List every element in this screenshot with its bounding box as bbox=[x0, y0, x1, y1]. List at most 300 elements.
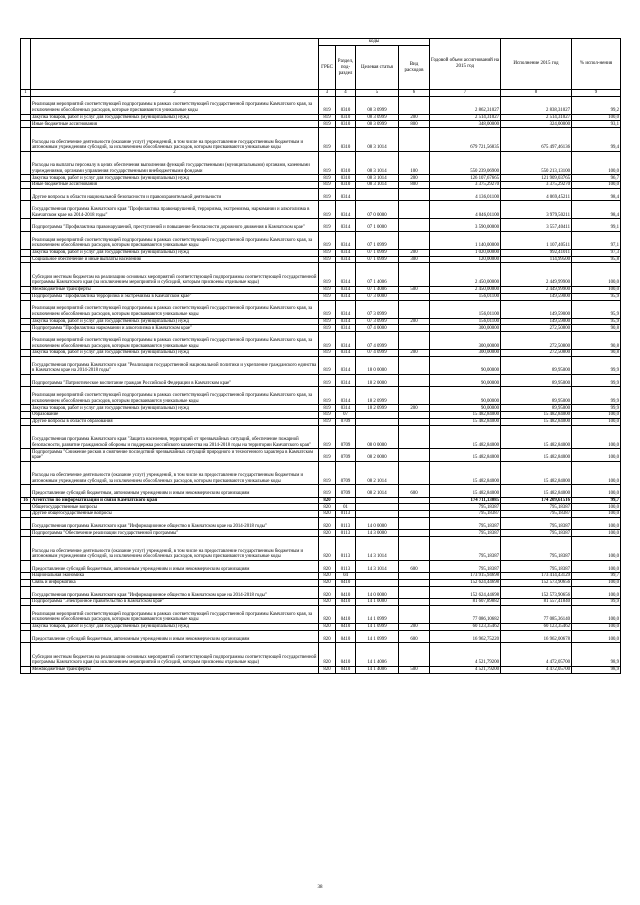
row-target-article: 14 1 4006 bbox=[356, 643, 399, 667]
row-number bbox=[21, 624, 31, 631]
row-number bbox=[21, 599, 31, 606]
row-number bbox=[21, 586, 31, 598]
row-name: Межбюджетные трансферты bbox=[31, 666, 319, 673]
row-grbs: 819 bbox=[319, 425, 336, 449]
row-razdel: 0314 bbox=[336, 293, 356, 300]
row-plan: 15 482,84000 bbox=[430, 418, 501, 425]
row-fact: 15 482,84000 bbox=[501, 461, 572, 485]
row-razdel: 0113 bbox=[336, 530, 356, 537]
table-row bbox=[21, 96, 621, 114]
row-razdel: 0314 bbox=[336, 263, 356, 287]
row-percent: 100,0 bbox=[572, 624, 621, 631]
row-expense-type bbox=[399, 374, 430, 386]
row-plan: 300,00000 bbox=[430, 350, 501, 357]
row-target-article bbox=[356, 580, 399, 587]
row-number bbox=[21, 325, 31, 332]
row-expense-type bbox=[399, 418, 430, 425]
row-number bbox=[21, 128, 31, 152]
row-percent: 95,9 bbox=[572, 293, 621, 300]
table-row bbox=[21, 249, 621, 256]
table-row bbox=[21, 560, 621, 572]
row-fact: 89,95000 bbox=[501, 374, 572, 386]
row-name: Закупка товаров, работ и услуг для государственных (муниципальных) нужд bbox=[31, 350, 319, 357]
table-row bbox=[21, 151, 621, 175]
table-row bbox=[21, 175, 621, 182]
row-plan: 4 521,79200 bbox=[430, 643, 501, 667]
row-plan: 90,00000 bbox=[430, 356, 501, 374]
row-plan: 2 450,00000 bbox=[430, 263, 501, 287]
row-fact: 795,18387 bbox=[501, 504, 572, 511]
row-target-article: 07 1 0000 bbox=[356, 219, 399, 231]
row-plan: 120,00000 bbox=[430, 256, 501, 263]
row-number bbox=[21, 387, 31, 405]
row-name: Подпрограмма "Профилактика правонарушений, преступлений и повышение безопасности дорожного движения в Камчатском крае" bbox=[31, 219, 319, 231]
table-row bbox=[21, 219, 621, 231]
row-fact: 77 085,36140 bbox=[501, 606, 572, 624]
row-razdel: 0314 bbox=[336, 350, 356, 357]
row-name: Реализация мероприятий соответствующей подпрограммы в рамках соответствующей государственной программы Камчатского края, за исключением обособленных расходов, которым присваиваются уникальные коды bbox=[31, 387, 319, 405]
row-fact: 550 213,13100 bbox=[501, 151, 572, 175]
row-target-article bbox=[356, 412, 399, 419]
row-fact: 174 209,61516 bbox=[501, 497, 572, 504]
row-razdel: 0310 bbox=[336, 96, 356, 114]
row-name: Другие общегосударственные вопросы bbox=[31, 511, 319, 518]
row-grbs: 819 bbox=[319, 350, 336, 357]
header-percent: % испол-нения bbox=[572, 39, 621, 90]
row-razdel: 0410 bbox=[336, 606, 356, 624]
table-row bbox=[21, 518, 621, 530]
row-number bbox=[21, 256, 31, 263]
column-number: 7 bbox=[430, 90, 501, 97]
row-name: Государственная программа Камчатского края "Защита населения, территорий от чрезвычайных ситуаций, обеспечение пожарной безопасности, развитие гражданской обороны и поддержка российского казачества на 2014-2018 годы на территории Камчатского края" bbox=[31, 425, 319, 449]
row-target-article: 14 3 1014 bbox=[356, 560, 399, 572]
row-percent: 99,2 bbox=[572, 96, 621, 114]
row-expense-type bbox=[399, 530, 430, 537]
row-percent: 100,0 bbox=[572, 586, 621, 598]
header-plan: Годовой объем ассигнований на 2015 год bbox=[430, 39, 501, 90]
row-target-article: 07 3 0999 bbox=[356, 318, 399, 325]
row-grbs: 819 bbox=[319, 263, 336, 287]
row-target-article: 07 1 0999 bbox=[356, 231, 399, 249]
table-row bbox=[21, 573, 621, 580]
header-fact: Исполнение 2015 год bbox=[501, 39, 572, 90]
row-fact: 272,50800 bbox=[501, 350, 572, 357]
row-razdel: 0709 bbox=[336, 485, 356, 497]
row-target-article: 08 2 0000 bbox=[356, 449, 399, 461]
row-target-article bbox=[356, 418, 399, 425]
row-name: Закупка товаров, работ и услуг для государственных (муниципальных) нужд bbox=[31, 318, 319, 325]
row-expense-type bbox=[399, 356, 430, 374]
row-number bbox=[21, 293, 31, 300]
row-name: Подпрограмма "Снижение рисков и смягчение последствий чрезвычайных ситуаций природного и техногенного характера в Камчатском крае" bbox=[31, 449, 319, 461]
row-plan: 348,00000 bbox=[430, 121, 501, 128]
row-name: Национальная экономика bbox=[31, 573, 319, 580]
row-grbs: 820 bbox=[319, 630, 336, 642]
row-fact: 795,18387 bbox=[501, 537, 572, 561]
row-percent: 100,0 bbox=[572, 151, 621, 175]
row-number bbox=[21, 449, 31, 461]
row-target-article: 08 3 1014 bbox=[356, 128, 399, 152]
row-razdel: 0310 bbox=[336, 182, 356, 189]
row-razdel: 0314 bbox=[336, 219, 356, 231]
row-fact: 149,59000 bbox=[501, 293, 572, 300]
row-plan: 4 046,01100 bbox=[430, 201, 501, 219]
row-number bbox=[21, 332, 31, 350]
table-row bbox=[21, 121, 621, 128]
row-fact: 114,99500 bbox=[501, 256, 572, 263]
row-fact: 60 123,35462 bbox=[501, 624, 572, 631]
row-name: Закупка товаров, работ и услуг для государственных (муниципальных) нужд bbox=[31, 405, 319, 412]
row-razdel: 0113 bbox=[336, 537, 356, 561]
header-row-1 bbox=[21, 39, 621, 46]
row-number bbox=[21, 121, 31, 128]
row-number bbox=[21, 231, 31, 249]
row-number bbox=[21, 151, 31, 175]
row-grbs: 819 bbox=[319, 182, 336, 189]
row-number bbox=[21, 537, 31, 561]
row-plan: 2 862,31027 bbox=[430, 96, 501, 114]
row-name: Иные бюджетные ассигнования bbox=[31, 121, 319, 128]
row-percent: 100,0 bbox=[572, 606, 621, 624]
row-expense-type bbox=[399, 412, 430, 419]
row-name: Предоставление субсидий бюджетным, автономным учреждениям и иным некоммерческим организациям bbox=[31, 560, 319, 572]
table-row bbox=[21, 586, 621, 598]
row-name: Общегосударственные вопросы bbox=[31, 504, 319, 511]
header-razdel: Раздел, под-раздел bbox=[336, 46, 356, 90]
row-fact: 795,18387 bbox=[501, 518, 572, 530]
row-name: Реализация мероприятий соответствующей подпрограммы в рамках соответствующей государственной программы Камчатского края, за исключением обособленных расходов, которые присваиваются уникальные коды bbox=[31, 96, 319, 114]
row-grbs: 819 bbox=[319, 449, 336, 461]
row-name: Межбюджетные трансферты bbox=[31, 286, 319, 293]
row-razdel: 0314 bbox=[336, 300, 356, 318]
row-target-article: 14 3 1014 bbox=[356, 537, 399, 561]
row-razdel: 0113 bbox=[336, 511, 356, 518]
row-number bbox=[21, 530, 31, 537]
row-expense-type: 800 bbox=[399, 121, 430, 128]
row-percent: 100,0 bbox=[572, 461, 621, 485]
table-row bbox=[21, 643, 621, 667]
row-grbs: 819 bbox=[319, 151, 336, 175]
row-name: Предоставление субсидий бюджетным, автономным учреждениям и иным некоммерческим организациям bbox=[31, 630, 319, 642]
row-razdel: 01 bbox=[336, 504, 356, 511]
row-razdel: 0410 bbox=[336, 666, 356, 673]
row-plan: 90,00000 bbox=[430, 387, 501, 405]
row-plan: 300,00000 bbox=[430, 332, 501, 350]
row-percent: 95,9 bbox=[572, 300, 621, 318]
row-razdel: 0314 bbox=[336, 374, 356, 386]
row-expense-type: 200 bbox=[399, 249, 430, 256]
row-number bbox=[21, 573, 31, 580]
row-grbs: 819 bbox=[319, 128, 336, 152]
row-name: Расходы на обеспечение деятельности (оказание услуг) учреждений, в том числе на предоставление государственным бюджетным и автономным учреждениям субсидий, за исключением обособленных расходов, которым присваиваются уникальные коды bbox=[31, 537, 319, 561]
row-target-article: 08 2 1014 bbox=[356, 461, 399, 485]
row-target-article: 08 3 1014 bbox=[356, 182, 399, 189]
row-grbs: 819 bbox=[319, 201, 336, 219]
table-row bbox=[21, 286, 621, 293]
row-expense-type bbox=[399, 96, 430, 114]
row-expense-type: 300 bbox=[399, 256, 430, 263]
column-number: 2 bbox=[31, 90, 319, 97]
row-percent: 100,0 bbox=[572, 412, 621, 419]
row-number bbox=[21, 188, 31, 200]
column-number: 8 bbox=[501, 90, 572, 97]
table-body bbox=[21, 96, 621, 673]
row-fact: 4 472,05700 bbox=[501, 666, 572, 673]
row-target-article: 14 0 0000 bbox=[356, 518, 399, 530]
row-plan: 81 607,89882 bbox=[430, 599, 501, 606]
row-target-article: 07 3 0999 bbox=[356, 300, 399, 318]
row-name: Другие вопросы в области национальной безопасности и правоохранительной деятельности bbox=[31, 188, 319, 200]
row-grbs: 819 bbox=[319, 387, 336, 405]
column-number: 6 bbox=[399, 90, 430, 97]
row-target-article: 07 1 4006 bbox=[356, 263, 399, 287]
row-plan: 156,01100 bbox=[430, 300, 501, 318]
row-number bbox=[21, 201, 31, 219]
row-razdel: 04 bbox=[336, 573, 356, 580]
row-expense-type: 200 bbox=[399, 350, 430, 357]
row-number bbox=[21, 666, 31, 673]
row-fact: 4 069,45211 bbox=[501, 188, 572, 200]
row-fact: 992,41011 bbox=[501, 249, 572, 256]
row-fact: 152 573,90656 bbox=[501, 580, 572, 587]
row-fact: 3 375,29270 bbox=[501, 182, 572, 189]
row-plan: 126 107,67665 bbox=[430, 175, 501, 182]
row-grbs: 820 bbox=[319, 504, 336, 511]
row-expense-type bbox=[399, 188, 430, 200]
row-razdel: 0314 bbox=[336, 318, 356, 325]
table-row bbox=[21, 263, 621, 287]
row-razdel: 0314 bbox=[336, 387, 356, 405]
row-plan: 152 624,44698 bbox=[430, 586, 501, 598]
row-fact: 149,59000 bbox=[501, 318, 572, 325]
row-percent: 100,0 bbox=[572, 182, 621, 189]
row-razdel: 0113 bbox=[336, 518, 356, 530]
row-plan: 679 721,56835 bbox=[430, 128, 501, 152]
row-expense-type: 200 bbox=[399, 175, 430, 182]
row-grbs: 819 bbox=[319, 405, 336, 412]
row-expense-type bbox=[399, 425, 430, 449]
row-number bbox=[21, 350, 31, 357]
row-expense-type bbox=[399, 263, 430, 287]
row-target-article bbox=[356, 504, 399, 511]
row-plan: 300,00000 bbox=[430, 325, 501, 332]
row-name: Другие вопросы в области образования bbox=[31, 418, 319, 425]
row-grbs: 820 bbox=[319, 624, 336, 631]
row-fact: 2 449,99900 bbox=[501, 263, 572, 287]
row-percent: 99,9 bbox=[572, 599, 621, 606]
row-expense-type bbox=[399, 504, 430, 511]
row-razdel: 0310 bbox=[336, 114, 356, 121]
row-plan: 2 514,31027 bbox=[430, 114, 501, 121]
row-target-article: 08 3 0999 bbox=[356, 114, 399, 121]
row-grbs: 820 bbox=[319, 606, 336, 624]
row-expense-type bbox=[399, 537, 430, 561]
row-expense-type: 800 bbox=[399, 182, 430, 189]
row-razdel: 0709 bbox=[336, 461, 356, 485]
row-razdel: 0709 bbox=[336, 418, 356, 425]
row-expense-type: 200 bbox=[399, 114, 430, 121]
row-target-article: 14 1 0999 bbox=[356, 606, 399, 624]
row-percent: 95,9 bbox=[572, 318, 621, 325]
row-razdel: 0310 bbox=[336, 151, 356, 175]
table-row bbox=[21, 256, 621, 263]
row-name: Подпрограмма "Профилактика наркомании и алкоголизма в Камчатском крае" bbox=[31, 325, 319, 332]
row-grbs: 819 bbox=[319, 412, 336, 419]
row-name: Реализация мероприятий соответствующей подпрограммы в рамках соответствующей государственной программы Камчатского края, за исключением обособленных расходов, которым присваиваются уникальные коды bbox=[31, 606, 319, 624]
row-fact: 15 482,84000 bbox=[501, 449, 572, 461]
budget-execution-table bbox=[20, 38, 621, 674]
column-number: 1 bbox=[21, 90, 31, 97]
table-row bbox=[21, 504, 621, 511]
row-target-article: 08 0 0000 bbox=[356, 425, 399, 449]
row-fact: 2 514,31027 bbox=[501, 114, 572, 121]
row-number bbox=[21, 318, 31, 325]
row-number bbox=[21, 560, 31, 572]
table-row bbox=[21, 332, 621, 350]
row-razdel: 0314 bbox=[336, 405, 356, 412]
row-percent: 100,0 bbox=[572, 518, 621, 530]
row-percent: 99,1 bbox=[572, 219, 621, 231]
row-name: Расходы на обеспечение деятельности (оказание услуг) учреждений, в том числе на предоставление государственным бюджетным и автономным учреждениям субсидий, за исключением обособленных расходов, которым присваиваются уникальные коды bbox=[31, 461, 319, 485]
row-expense-type bbox=[399, 518, 430, 530]
row-razdel: 0410 bbox=[336, 586, 356, 598]
row-fact: 324,00000 bbox=[501, 121, 572, 128]
row-razdel: 0410 bbox=[336, 599, 356, 606]
row-expense-type bbox=[399, 449, 430, 461]
row-grbs: 819 bbox=[319, 300, 336, 318]
row-grbs: 820 bbox=[319, 537, 336, 561]
row-percent: 100,0 bbox=[572, 537, 621, 561]
row-plan: 60 123,35462 bbox=[430, 624, 501, 631]
row-grbs: 820 bbox=[319, 666, 336, 673]
row-name: Реализация мероприятий соответствующей подпрограммы в рамках соответствующей государственной программы Камчатского края, за исключением обособленных расходов, которым присваиваются уникальные коды bbox=[31, 231, 319, 249]
row-plan: 3 375,29270 bbox=[430, 182, 501, 189]
row-percent: 100,0 bbox=[572, 114, 621, 121]
row-name: Подпрограмма "Патриотическое воспитание граждан Российской Федерации в Камчатском крае" bbox=[31, 374, 319, 386]
row-target-article: 18 2 0999 bbox=[356, 387, 399, 405]
row-name: Государственная программа Камчатского края "Реализация государственной национальной политики и укрепление гражданского единства в Камчатском крае на 2014-2018 годы" bbox=[31, 356, 319, 374]
row-expense-type bbox=[399, 293, 430, 300]
row-target-article: 07 1 0999 bbox=[356, 256, 399, 263]
row-fact: 173 414,43129 bbox=[501, 573, 572, 580]
row-expense-type: 600 bbox=[399, 560, 430, 572]
row-grbs: 819 bbox=[319, 188, 336, 200]
row-number bbox=[21, 504, 31, 511]
row-percent: 100,0 bbox=[572, 286, 621, 293]
row-grbs: 820 bbox=[319, 586, 336, 598]
row-fact: 89,95000 bbox=[501, 387, 572, 405]
row-fact: 15 482,84000 bbox=[501, 425, 572, 449]
row-target-article: 14 3 0000 bbox=[356, 530, 399, 537]
row-grbs: 820 bbox=[319, 530, 336, 537]
row-name: Иные бюджетные ассигнования bbox=[31, 182, 319, 189]
row-fact: 272,50800 bbox=[501, 332, 572, 350]
row-fact: 152 573,90656 bbox=[501, 586, 572, 598]
row-fact: 89,95000 bbox=[501, 356, 572, 374]
table-row bbox=[21, 461, 621, 485]
row-percent: 100,0 bbox=[572, 630, 621, 642]
table-row bbox=[21, 511, 621, 518]
row-fact: 149,59000 bbox=[501, 300, 572, 318]
row-razdel: 0410 bbox=[336, 630, 356, 642]
row-percent: 98,9 bbox=[572, 666, 621, 673]
row-target-article: 18 2 0999 bbox=[356, 405, 399, 412]
row-number bbox=[21, 249, 31, 256]
row-plan: 3 590,00000 bbox=[430, 219, 501, 231]
row-target-article: 08 2 1014 bbox=[356, 485, 399, 497]
table-row bbox=[21, 300, 621, 318]
row-number bbox=[21, 418, 31, 425]
row-grbs: 820 bbox=[319, 511, 336, 518]
row-target-article: 07 1 0999 bbox=[356, 249, 399, 256]
row-number bbox=[21, 425, 31, 449]
row-grbs: 819 bbox=[319, 249, 336, 256]
table-row bbox=[21, 630, 621, 642]
row-percent: 100,0 bbox=[572, 560, 621, 572]
row-percent: 100,0 bbox=[572, 485, 621, 497]
row-grbs: 819 bbox=[319, 219, 336, 231]
row-razdel: 0314 bbox=[336, 256, 356, 263]
row-name: Подпрограмма "Профилактика терроризма и экстремизма в Камчатском крае" bbox=[31, 293, 319, 300]
row-expense-type bbox=[399, 606, 430, 624]
row-name: Образование bbox=[31, 412, 319, 419]
row-number bbox=[21, 518, 31, 530]
row-target-article: 18 0 0000 bbox=[356, 356, 399, 374]
table-row bbox=[21, 188, 621, 200]
row-expense-type bbox=[399, 461, 430, 485]
table-row bbox=[21, 325, 621, 332]
row-fact: 89,95000 bbox=[501, 405, 572, 412]
row-target-article: 14 0 0000 bbox=[356, 586, 399, 598]
row-expense-type bbox=[399, 128, 430, 152]
row-name: Подпрограмма "Обеспечение реализации государственной программы" bbox=[31, 530, 319, 537]
row-fact: 2 838,31027 bbox=[501, 96, 572, 114]
row-razdel: 0314 bbox=[336, 201, 356, 219]
row-plan: 1 140,00000 bbox=[430, 231, 501, 249]
table-row bbox=[21, 449, 621, 461]
row-name: Закупка товаров, работ и услуг для государственных (муниципальных) нужд bbox=[31, 114, 319, 121]
table-row bbox=[21, 182, 621, 189]
row-grbs: 820 bbox=[319, 518, 336, 530]
row-expense-type bbox=[399, 300, 430, 318]
row-number bbox=[21, 461, 31, 485]
row-target-article: 14 1 0999 bbox=[356, 624, 399, 631]
row-grbs: 820 bbox=[319, 497, 336, 504]
row-name: Субсидии местным бюджетам на реализацию основных мероприятий соответствующей подпрограммы соответствующей государственной программы Камчатского края (за исключением мероприятий и субсидий, которым присвоены отдельные коды) bbox=[31, 643, 319, 667]
row-target-article: 07 4 0000 bbox=[356, 325, 399, 332]
row-percent: 100,0 bbox=[572, 580, 621, 587]
row-fact: 15 482,84000 bbox=[501, 412, 572, 419]
row-percent: 99,7 bbox=[572, 497, 621, 504]
row-percent: 99,4 bbox=[572, 128, 621, 152]
row-plan: 174 711,13085 bbox=[430, 497, 501, 504]
row-percent: 90,8 bbox=[572, 350, 621, 357]
header-expense-type: Вид расходов bbox=[399, 46, 430, 90]
row-name: Государственная программа Камчатского края "Профилактика правонарушений, терроризма, экстремизма, наркомании и алкоголизма в Камчатском крае на 2014-2018 годы" bbox=[31, 201, 319, 219]
row-expense-type bbox=[399, 511, 430, 518]
row-razdel: 0410 bbox=[336, 643, 356, 667]
row-grbs: 819 bbox=[319, 121, 336, 128]
row-number bbox=[21, 219, 31, 231]
row-name: Государственная программа Камчатского края "Информационное общество в Камчатском крае на 2014-2018 годы" bbox=[31, 586, 319, 598]
row-razdel: 0310 bbox=[336, 121, 356, 128]
row-grbs: 820 bbox=[319, 580, 336, 587]
row-percent: 90,8 bbox=[572, 332, 621, 350]
row-fact: 121 909,03765 bbox=[501, 175, 572, 182]
row-fact: 3 557,40411 bbox=[501, 219, 572, 231]
row-number bbox=[21, 511, 31, 518]
row-plan: 795,18387 bbox=[430, 518, 501, 530]
